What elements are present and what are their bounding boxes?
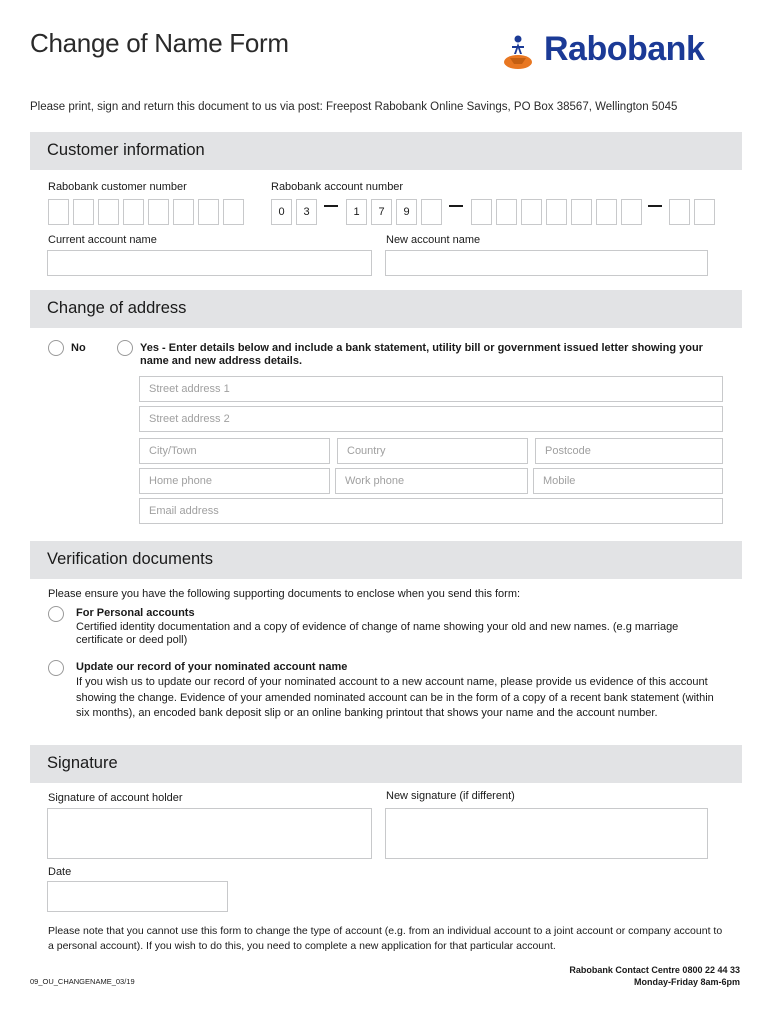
address-no-label: No	[71, 342, 86, 354]
contact-line-1: Rabobank Contact Centre 0800 22 44 33	[569, 965, 740, 975]
contact-centre	[569, 964, 740, 988]
nominated-account-title: Update our record of your nominated account name	[76, 661, 348, 673]
customer-number-digit[interactable]	[98, 199, 119, 225]
current-account-name-label: Current account name	[48, 234, 157, 246]
customer-number-digit[interactable]	[73, 199, 94, 225]
account-number-digit[interactable]	[571, 199, 592, 225]
account-number-digit[interactable]	[546, 199, 567, 225]
customer-number-label: Rabobank customer number	[48, 181, 187, 193]
form-code: 09_OU_CHANGENAME_03/19	[30, 977, 135, 986]
customer-number-digit[interactable]	[223, 199, 244, 225]
personal-accounts-radio[interactable]	[48, 606, 64, 622]
holder-signature-box[interactable]	[47, 808, 372, 859]
account-number-dash	[324, 205, 338, 207]
postcode-input[interactable]: Postcode	[535, 438, 723, 464]
account-number-digit[interactable]	[596, 199, 617, 225]
country-input[interactable]: Country	[337, 438, 528, 464]
customer-number-digit[interactable]	[148, 199, 169, 225]
address-yes-radio[interactable]	[117, 340, 133, 356]
personal-accounts-text: Certified identity documentation and a copy of evidence of change of name showing your old and new names. (e.g marriage certificate or deed poll)	[76, 621, 679, 646]
account-number-dash	[449, 205, 463, 207]
verification-section-header	[30, 541, 742, 579]
city-input[interactable]: City/Town	[139, 438, 330, 464]
logo-text: Rabobank	[544, 30, 705, 68]
account-number-digit[interactable]	[521, 199, 542, 225]
nominated-account-radio[interactable]	[48, 660, 64, 676]
customer-number-digit[interactable]	[173, 199, 194, 225]
account-number-digit[interactable]: 3	[296, 199, 317, 225]
date-input[interactable]	[47, 881, 228, 912]
customer-number-digit[interactable]	[198, 199, 219, 225]
rabobank-logo	[500, 30, 730, 74]
customer-section-header	[30, 132, 742, 170]
customer-number-digit[interactable]	[123, 199, 144, 225]
intro-text: Please print, sign and return this document to us via post: Freepost Rabobank Online Savings, PO Box 38567, Wellington 5045	[30, 101, 678, 113]
account-number-dash	[648, 205, 662, 207]
contact-line-2: Monday-Friday 8am-6pm	[633, 977, 740, 987]
signature-section-header	[30, 745, 742, 783]
new-signature-label: New signature (if different)	[386, 790, 515, 802]
verification-section-title: Verification documents	[47, 550, 214, 568]
street-address-1-input[interactable]: Street address 1	[139, 376, 723, 402]
new-account-name-label: New account name	[386, 234, 481, 246]
account-number-digit[interactable]: 1	[346, 199, 367, 225]
account-number-digit[interactable]	[421, 199, 442, 225]
nominated-account-text: If you wish us to update our record of your nominated account to a new account name, please provide us evidence of this account showing the change. Evidence of your amended nominated account can be in the form of a copy of a recent bank statement (within six months), an encoded bank deposit slip or an online banking printout that shows your name and the account number.	[76, 676, 714, 719]
new-signature-box[interactable]	[385, 808, 708, 859]
work-phone-input[interactable]: Work phone	[335, 468, 528, 494]
address-section-header	[30, 290, 742, 328]
mobile-input[interactable]: Mobile	[533, 468, 723, 494]
account-number-digit[interactable]: 9	[396, 199, 417, 225]
address-section-title: Change of address	[47, 299, 187, 317]
customer-number-digit[interactable]	[48, 199, 69, 225]
account-number-digit[interactable]: 7	[371, 199, 392, 225]
address-yes-label: Yes - Enter details below and include a bank statement, utility bill or government issued letter showing your name and new address details.	[140, 342, 703, 367]
new-account-name-input[interactable]	[385, 250, 708, 276]
date-label: Date	[48, 866, 72, 878]
signature-section-title: Signature	[47, 754, 118, 772]
current-account-name-input[interactable]	[47, 250, 372, 276]
account-number-digit[interactable]: 0	[271, 199, 292, 225]
street-address-2-input[interactable]: Street address 2	[139, 406, 723, 432]
account-number-digit[interactable]	[694, 199, 715, 225]
signature-note: Please note that you cannot use this form to change the type of account (e.g. from an individual account to a joint account or company account to a personal account). If you wish to do this, you need to complete a new application for that particular account.	[48, 925, 723, 952]
home-phone-input[interactable]: Home phone	[139, 468, 330, 494]
account-number-digit[interactable]	[496, 199, 517, 225]
email-input[interactable]: Email address	[139, 498, 723, 524]
holder-signature-label: Signature of account holder	[48, 792, 183, 804]
page-title: Change of Name Form	[30, 28, 289, 58]
verification-intro: Please ensure you have the following supporting documents to enclose when you send this form:	[48, 588, 521, 600]
address-no-radio[interactable]	[48, 340, 64, 356]
rabobank-logo-icon	[500, 32, 540, 72]
account-number-digit[interactable]	[471, 199, 492, 225]
account-number-digit[interactable]	[669, 199, 690, 225]
account-number-label: Rabobank account number	[271, 181, 404, 193]
account-number-digit[interactable]	[621, 199, 642, 225]
customer-section-title: Customer information	[47, 141, 205, 159]
personal-accounts-title: For Personal accounts	[76, 607, 195, 619]
